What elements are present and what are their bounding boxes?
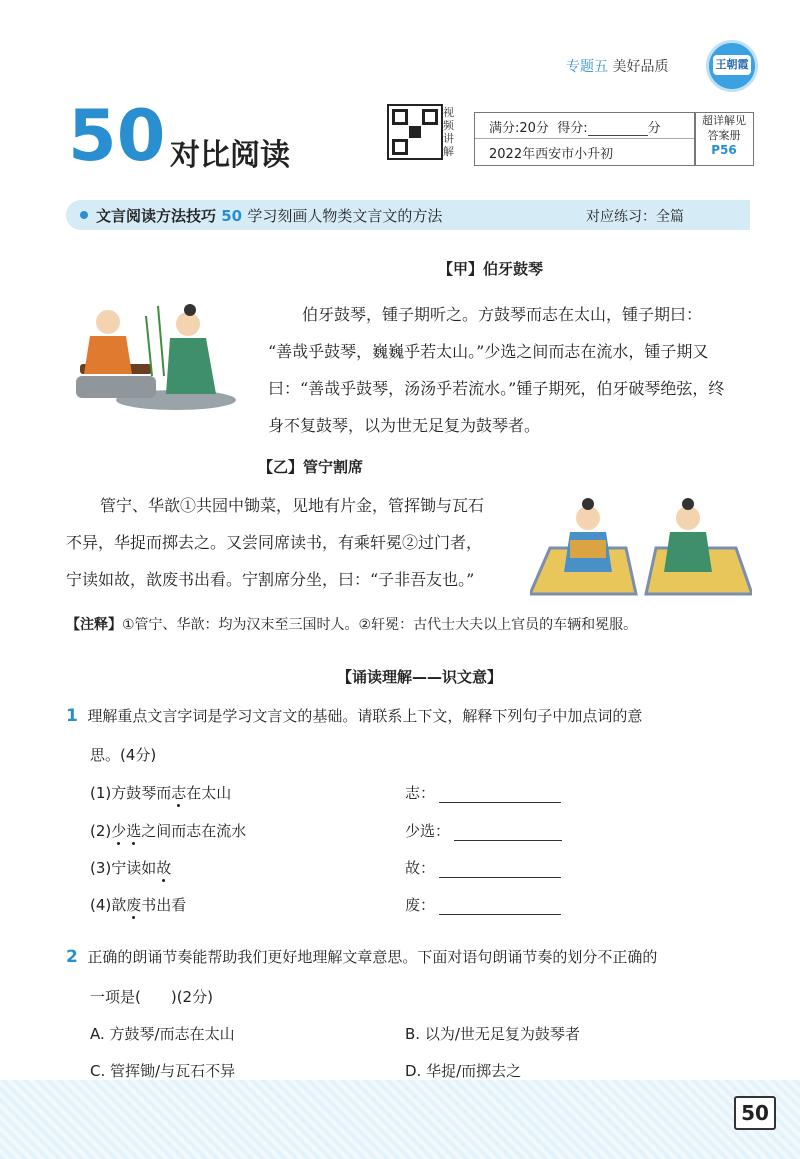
answer-label-1: 超详解见 [702,114,746,127]
notes-label: 【注释】 [66,617,122,633]
passage-a-line-4: 身不复鼓琴，以为世无足复为鼓琴者。 [268,416,541,435]
method-text: 学习刻画人物类文言文的方法 [247,207,443,225]
topic-prefix: 专题五 [566,59,608,75]
answer-reference [694,112,754,166]
q1-item-4: (4)歆废书出看 [90,896,187,914]
passage-b-title: 【乙】管宁割席 [258,458,364,476]
passage-a-line-3: 曰：“善哉乎鼓琴，汤汤乎若流水。”锺子期死，伯牙破琴绝弦，终 [268,379,725,398]
notes-text: ①管宁、华歆：均为汉末至三国时人。②轩冕：古代士大夫以上官员的车辆和冕服。 [122,617,638,633]
answer-page: P56 [711,143,737,157]
option-b[interactable]: B. 以为/世无足复为鼓琴者 [405,1025,580,1043]
lesson-number: 50 [68,95,166,177]
q1-item-3: (3)宁读如故 [90,859,172,877]
boya-playing-qin-illustration [66,296,238,414]
score-unit: 分 [647,121,661,136]
question-2 [66,946,657,967]
lesson-title: 对比阅读 [170,138,290,173]
qr-caption: 视频讲解 [443,106,454,158]
section-title: 【诵读理解——识文意】 [337,668,503,686]
score-got-label: 得分: [557,121,588,136]
score-box [474,112,696,166]
q1-item-2-answer[interactable]: 少选： [405,820,562,841]
question-2-stem: 正确的朗诵节奏能帮助我们更好地理解文章意思。下面对语句朗诵节奏的划分不正确的 [87,948,658,966]
passage-b-line-2: 不异，华捉而掷去之。又尝同席读书，有乘轩冕②过门者， [66,533,483,552]
q1-item-2: (2)少选之间而志在流水 [90,822,247,840]
question-1-number: 1 [66,706,78,726]
topic-name: 美好品质 [612,59,669,75]
option-a[interactable]: A. 方鼓琴/而志在太山 [90,1025,235,1043]
brand-logo-text: 王朝霞 [713,55,751,75]
footer-band [0,1080,800,1159]
exam-source: 2022年西安市小升初 [489,147,614,162]
bullet-icon [80,211,88,219]
passage-b-line-1: 管宁、华歆①共园中锄菜，见地有片金，管挥锄与瓦石 [100,496,485,515]
q1-item-3-answer[interactable]: 故： [405,857,561,878]
emphasis-dot-zhi: 志 [171,784,187,802]
method-band [66,200,750,230]
answer-label-2: 答案册 [707,129,741,142]
passage-a-line-1: 伯牙鼓琴，锺子期听之。方鼓琴而志在太山，锺子期曰： [302,305,703,324]
q1-item-1-answer[interactable]: 志： [405,782,561,803]
question-2-number: 2 [66,947,78,967]
score-full: 满分:20分 [489,121,549,136]
page-number: 50 [734,1096,776,1130]
option-d[interactable]: D. 华捉/而掷去之 [405,1062,522,1080]
qr-code-icon[interactable] [387,104,443,160]
method-label: 文言阅读方法技巧 [96,207,217,225]
topic-label [566,56,668,76]
passage-a-title: 【甲】伯牙鼓琴 [438,260,544,278]
score-blank[interactable] [588,123,648,136]
question-2-stem-cont[interactable]: 一项是( )(2分) [90,988,213,1006]
q1-item-4-answer[interactable]: 废： [405,894,561,915]
option-c[interactable]: C. 管挥锄/与瓦石不异 [90,1062,236,1080]
brand-logo [706,40,758,92]
passage-a-line-2: “善哉乎鼓琴，巍巍乎若太山。”少选之间而志在流水，锺子期又 [268,342,709,361]
question-1-stem-cont: 思。(4分) [90,746,157,764]
notes [66,614,637,634]
method-number: 50 [221,207,243,225]
question-1 [66,705,642,726]
practice-label: 对应练习：全篇 [586,209,684,225]
guanning-reading-illustration [530,488,752,598]
question-1-stem: 理解重点文言字词是学习文言文的基础。请联系上下文，解释下列句子中加点词的意 [87,707,643,725]
q1-item-1: (1)方鼓琴而志在太山 [90,784,232,802]
passage-b-line-3: 宁读如故，歆废书出看。宁割席分坐，曰：“子非吾友也。” [66,570,475,589]
